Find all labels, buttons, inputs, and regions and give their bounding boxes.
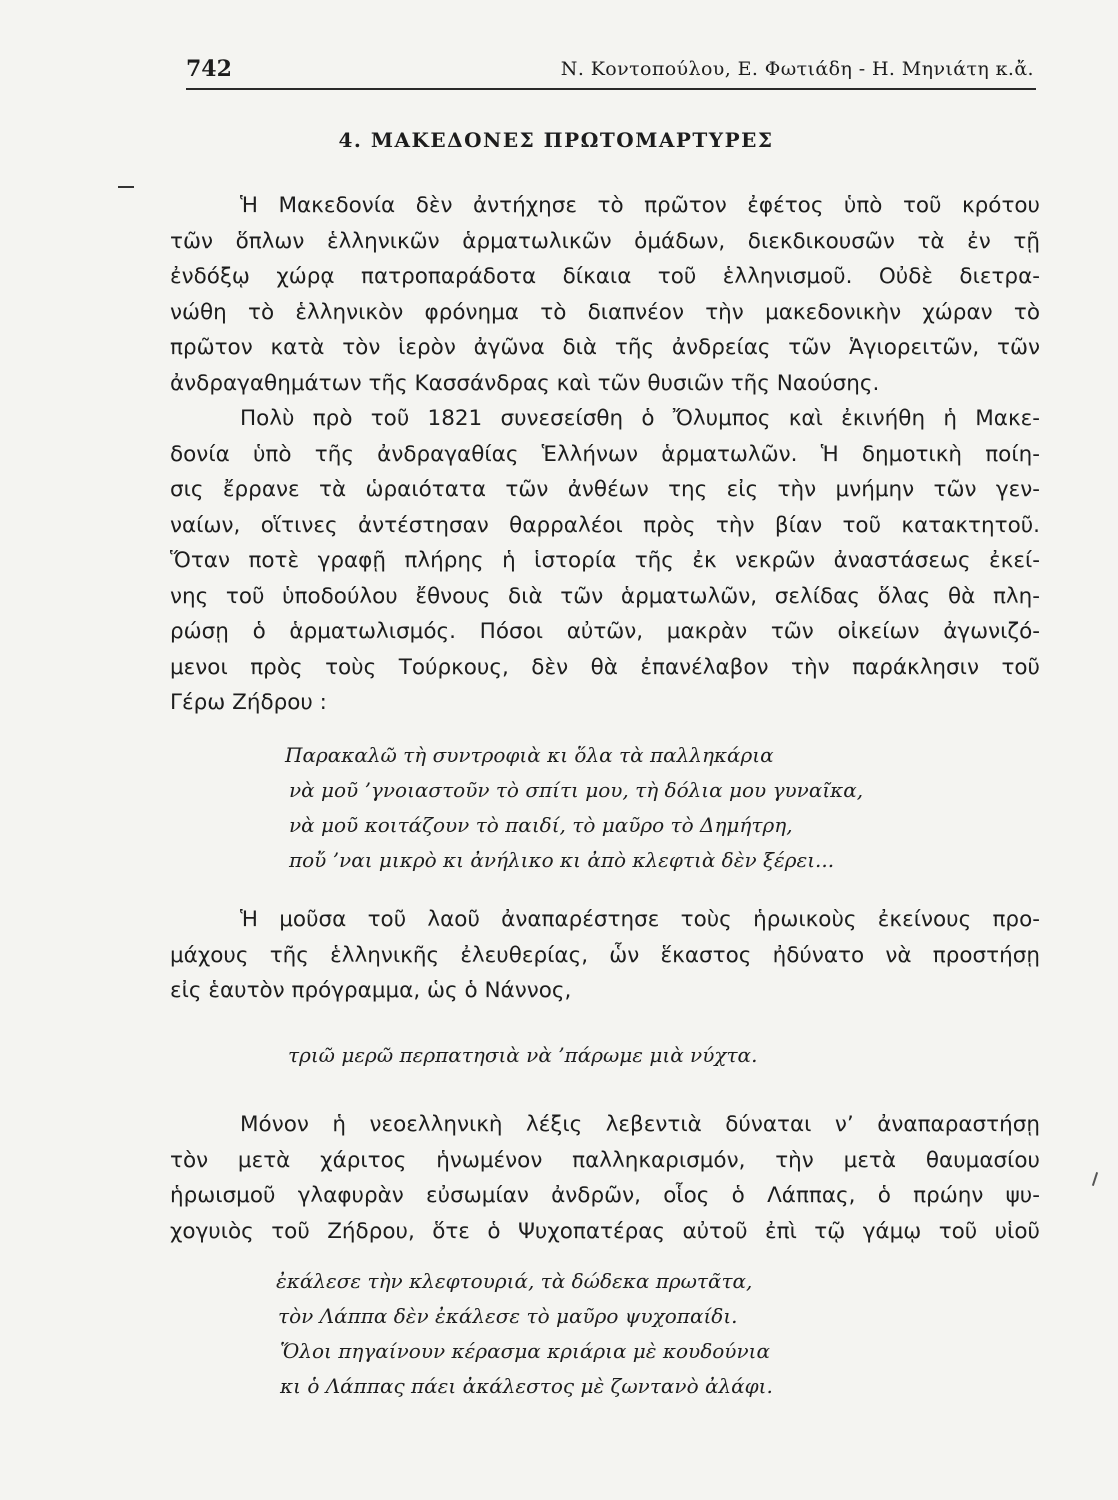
page-header — [186, 52, 1036, 90]
text-line: Ἡ Μακεδονία δὲν ἀντήχησε τὸ πρῶτον ἐφέτος ὑπὸ τοῦ κρότου — [240, 193, 1040, 218]
text-line: τὸν μετὰ χάριτος ἡνωμένον παλληκαρισμόν, τὴν μετὰ θαυμασίου — [170, 1147, 1040, 1173]
text-line: ἡρωισμοῦ γλαφυρὰν εὐσωμίαν ἀνδρῶν, οἷος ὁ Λάππας, ὁ πρώην ψυ- — [170, 1183, 1040, 1208]
text-line: νώθη τὸ ἑλληνικὸν φρόνημα τὸ διαπνέον τὴν μακεδονικὴν χώραν τὸ — [170, 299, 1040, 325]
verse-line: τριῶ μερῶ περπατησιὰ νὰ ’πάρωμε μιὰ νύχτα. — [288, 1043, 758, 1067]
text-line: πρῶτον κατὰ τὸν ἱερὸν ἀγῶνα διὰ τῆς ἀνδρείας τῶν Ἁγιορειτῶν, τῶν — [170, 335, 1040, 360]
section-title: 4. ΜΑΚΕΔΟΝΕΣ ΠΡΩΤΟΜΑΡΤΥΡΕΣ — [338, 128, 774, 152]
verse-line: ἐκάλεσε τὴν κλεφτουριά, τὰ δώδεκα πρωτᾶτα, — [276, 1269, 753, 1293]
text-line: ρώσῃ ὁ ἁρματωλισμός. Πόσοι αὐτῶν, μακρὰν τῶν οἰκείων ἀγωνιζό- — [170, 619, 1040, 644]
text-line: Ἡ μοῦσα τοῦ λαοῦ ἀναπαρέστησε τοὺς ἡρωικοὺς ἐκείνους προ- — [240, 907, 1040, 932]
text-line: σις ἔρρανε τὰ ὡραιότατα τῶν ἀνθέων της εἰς τὴν μνήμην τῶν γεν- — [170, 477, 1040, 502]
text-line: Μόνον ἡ νεοελληνικὴ λέξις λεβεντιὰ δύναται ν’ ἀναπαραστήσῃ — [240, 1112, 1040, 1137]
poem-1 — [285, 738, 863, 878]
text-line: ἐνδόξῳ χώρᾳ πατροπαράδοτα δίκαια τοῦ ἑλληνισμοῦ. Οὐδὲ διετρα- — [170, 264, 1040, 289]
page-number: 742 — [186, 56, 232, 82]
paragraph-4 — [170, 1107, 1040, 1249]
text-line: εἰς ἑαυτὸν πρόγραμμα, ὡς ὁ Νάννος, — [170, 978, 572, 1003]
text-line: δονία ὑπὸ τῆς ἀνδραγαθίας Ἑλλήνων ἁρματωλῶν. Ἡ δημοτικὴ ποίη- — [170, 441, 1040, 467]
margin-mark — [118, 186, 134, 188]
verse-line: Ὅλοι πηγαίνουν κέρασμα κριάρια μὲ κουδούνια — [280, 1339, 770, 1363]
text-line: Πολὺ πρὸ τοῦ 1821 συνεσείσθη ὁ Ὄλυμπος καὶ ἐκινήθη ἡ Μακε- — [240, 406, 1040, 431]
paragraph-1 — [170, 188, 1040, 401]
poem-2 — [288, 1038, 757, 1073]
text-line: νης τοῦ ὑποδούλου ἔθνους διὰ τῶν ἁρματωλῶν, σελίδας ὅλας θὰ πλη- — [170, 583, 1040, 609]
text-line: ἀνδραγαθημάτων τῆς Κασσάνδρας καὶ τῶν θυσιῶν τῆς Ναούσης. — [170, 370, 880, 396]
verse-line: κι ὁ Λάππας πάει ἀκάλεστος μὲ ζωντανὸ ἀλάφι. — [280, 1374, 773, 1398]
verse-line: νὰ μοῦ ’γνοιαστοῦν τὸ σπίτι μου, τὴ δόλια μου γυναῖκα, — [289, 778, 864, 802]
text-line: τῶν ὅπλων ἑλληνικῶν ἁρματωλικῶν ὁμάδων, διεκδικουσῶν τὰ ἐν τῇ — [170, 228, 1040, 254]
text-line: χογυιὸς τοῦ Ζήδρου, ὅτε ὁ Ψυχοπατέρας αὐτοῦ ἐπὶ τῷ γάμῳ τοῦ υἱοῦ — [170, 1218, 1040, 1244]
verse-line: τὸν Λάππα δὲν ἐκάλεσε τὸ μαῦρο ψυχοπαίδι. — [278, 1304, 738, 1328]
text-line: Ὅταν ποτὲ γραφῇ πλήρης ἡ ἱστορία τῆς ἐκ νεκρῶν ἀναστάσεως ἐκεί- — [170, 548, 1040, 573]
poem-3 — [276, 1264, 773, 1404]
paragraph-3 — [170, 902, 1040, 1009]
running-head: Ν. Κοντοπούλου, Ε. Φωτιάδη - Η. Μηνιάτη κ.ἄ. — [560, 58, 1034, 80]
paragraph-2 — [170, 401, 1040, 721]
verse-line: ποὔ ’ναι μικρὸ κι ἀνήλικο κι ἀπὸ κλεφτιὰ δὲν ξέρει... — [289, 848, 835, 872]
text-line: μάχους τῆς ἑλληνικῆς ἐλευθερίας, ὧν ἕκαστος ἠδύνατο νὰ προστήσῃ — [170, 942, 1040, 968]
text-line: μενοι πρὸς τοὺς Τούρκους, δὲν θὰ ἐπανέλαβον τὴν παράκλησιν τοῦ — [170, 654, 1040, 680]
margin-mark-right — [1092, 1172, 1098, 1186]
text-line: ναίων, οἵτινες ἀντέστησαν θαρραλέοι πρὸς τὴν βίαν τοῦ κατακτητοῦ. — [170, 512, 1040, 538]
text-line: Γέρω Ζήδρου : — [170, 690, 327, 715]
verse-line: Παρακαλῶ τὴ συντροφιὰ κι ὅλα τὰ παλληκάρια — [285, 743, 774, 767]
verse-line: νὰ μοῦ κοιτάζουν τὸ παιδί, τὸ μαῦρο τὸ Δημήτρη, — [289, 813, 793, 837]
